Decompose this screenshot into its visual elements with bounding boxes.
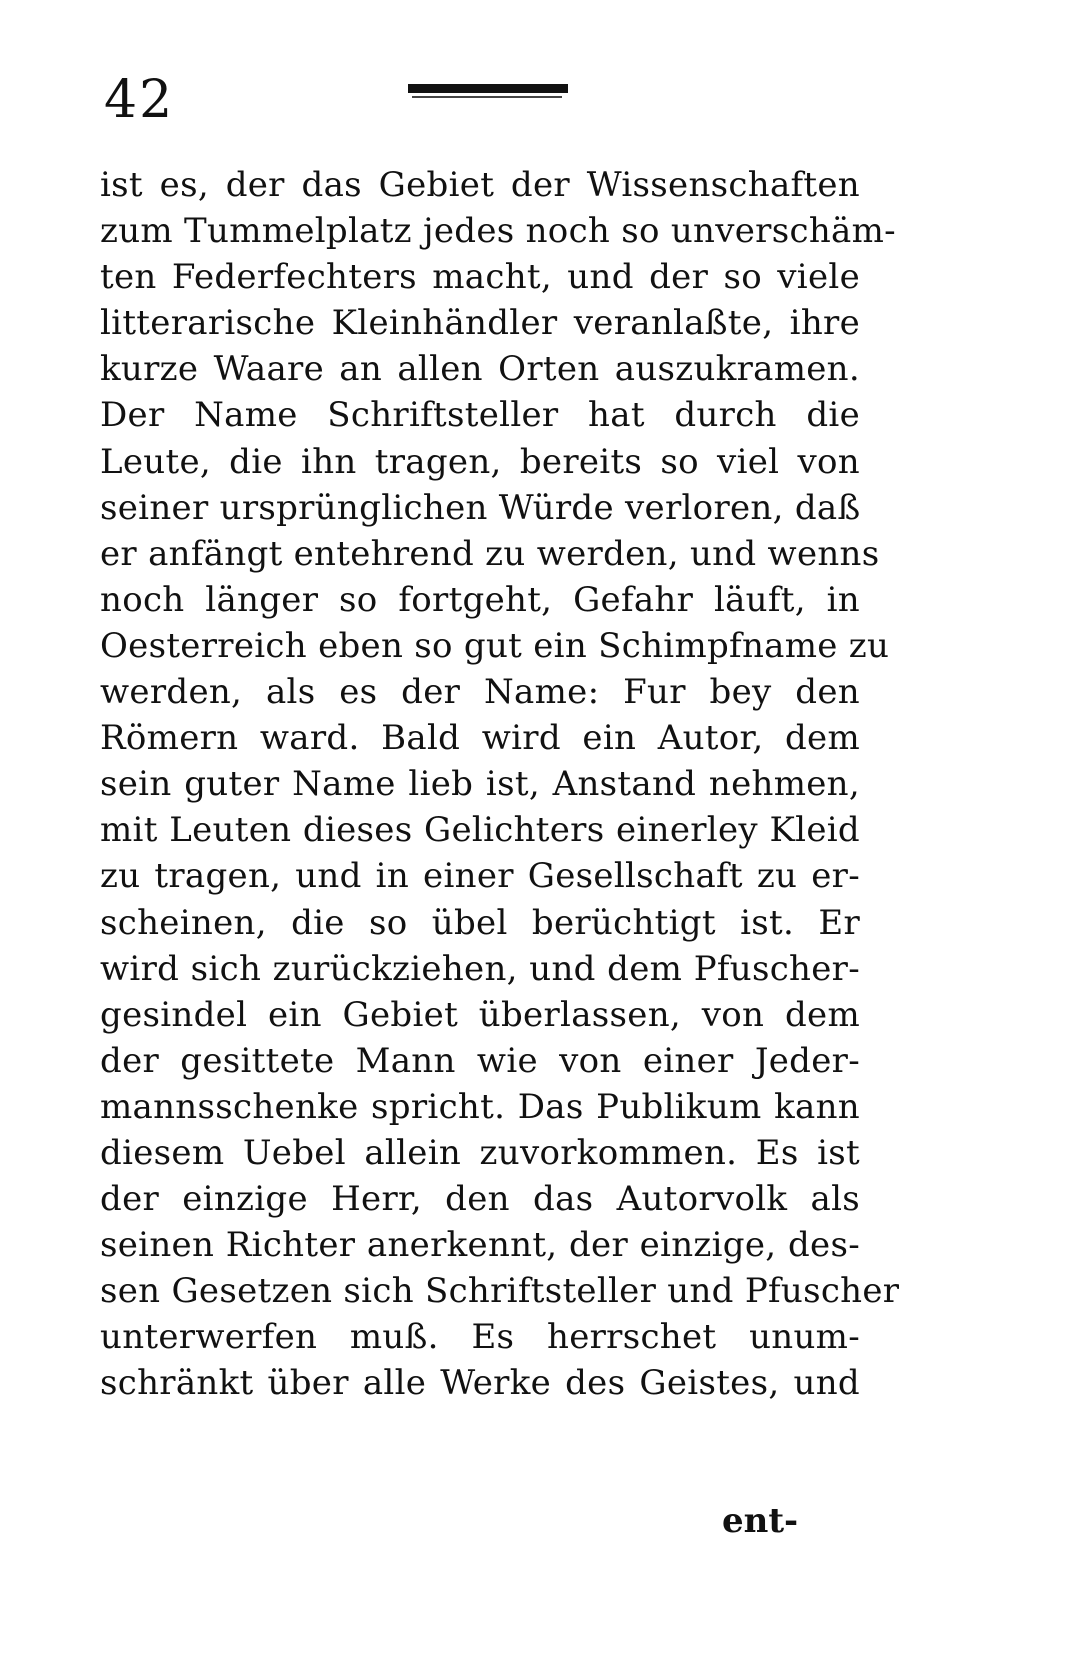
text-line: zu tragen, und in einer Gesellschaft zu er- xyxy=(100,856,860,897)
body-text xyxy=(100,162,900,1407)
text-line: noch länger so fortgeht, Gefahr läuft, in xyxy=(100,579,860,620)
text-line: unterwerfen muß. Es herrschet unum- xyxy=(100,1317,860,1358)
text-line: kurze Waare an allen Orten auszukramen. xyxy=(100,349,860,390)
text-line: sen Gesetzen sich Schriftsteller und Pfuscher xyxy=(100,1271,900,1312)
text-line: werden, als es der Name: Fur bey den xyxy=(100,672,860,713)
page-number: 42 xyxy=(104,70,175,130)
text-line: wird sich zurückziehen, und dem Pfuscher- xyxy=(100,948,860,989)
text-line: seinen Richter anerkennt, der einzige, des- xyxy=(100,1225,860,1266)
text-line: sein guter Name lieb ist, Anstand nehmen, xyxy=(100,764,860,805)
text-line: schränkt über alle Werke des Geistes, und xyxy=(100,1363,860,1404)
text-line: scheinen, die so übel berüchtigt ist. Er xyxy=(100,902,860,943)
text-line: Der Name Schriftsteller hat durch die xyxy=(100,395,860,436)
catchword: ent- xyxy=(722,1501,799,1541)
text-line: Oesterreich eben so gut ein Schimpfname zu xyxy=(100,625,890,666)
text-line: der einzige Herr, den das Autorvolk als xyxy=(100,1179,860,1220)
text-line: litterarische Kleinhändler veranlaßte, ihre xyxy=(100,303,860,344)
text-line: er anfängt entehrend zu werden, und wenns xyxy=(100,533,880,574)
text-line: Römern ward. Bald wird ein Autor, dem xyxy=(100,718,860,759)
text-line: der gesittete Mann wie von einer Jeder- xyxy=(100,1040,860,1081)
text-line: mannsschenke spricht. Das Publikum kann xyxy=(100,1086,860,1127)
text-line: Leute, die ihn tragen, bereits so viel von xyxy=(100,441,860,482)
text-line: zum Tummelplatz jedes noch so unverschäm- xyxy=(100,211,896,252)
text-line: mit Leuten dieses Gelichters einerley Kleid xyxy=(100,810,860,851)
text-line: seiner ursprünglichen Würde verloren, daß xyxy=(100,487,861,528)
header-ornament xyxy=(408,84,568,102)
text-line: gesindel ein Gebiet überlassen, von dem xyxy=(100,994,860,1035)
text-line: ist es, der das Gebiet der Wissenschaften xyxy=(100,165,860,205)
text-line: diesem Uebel allein zuvorkommen. Es ist xyxy=(100,1132,860,1173)
text-line: ten Federfechters macht, und der so viele xyxy=(100,257,860,298)
